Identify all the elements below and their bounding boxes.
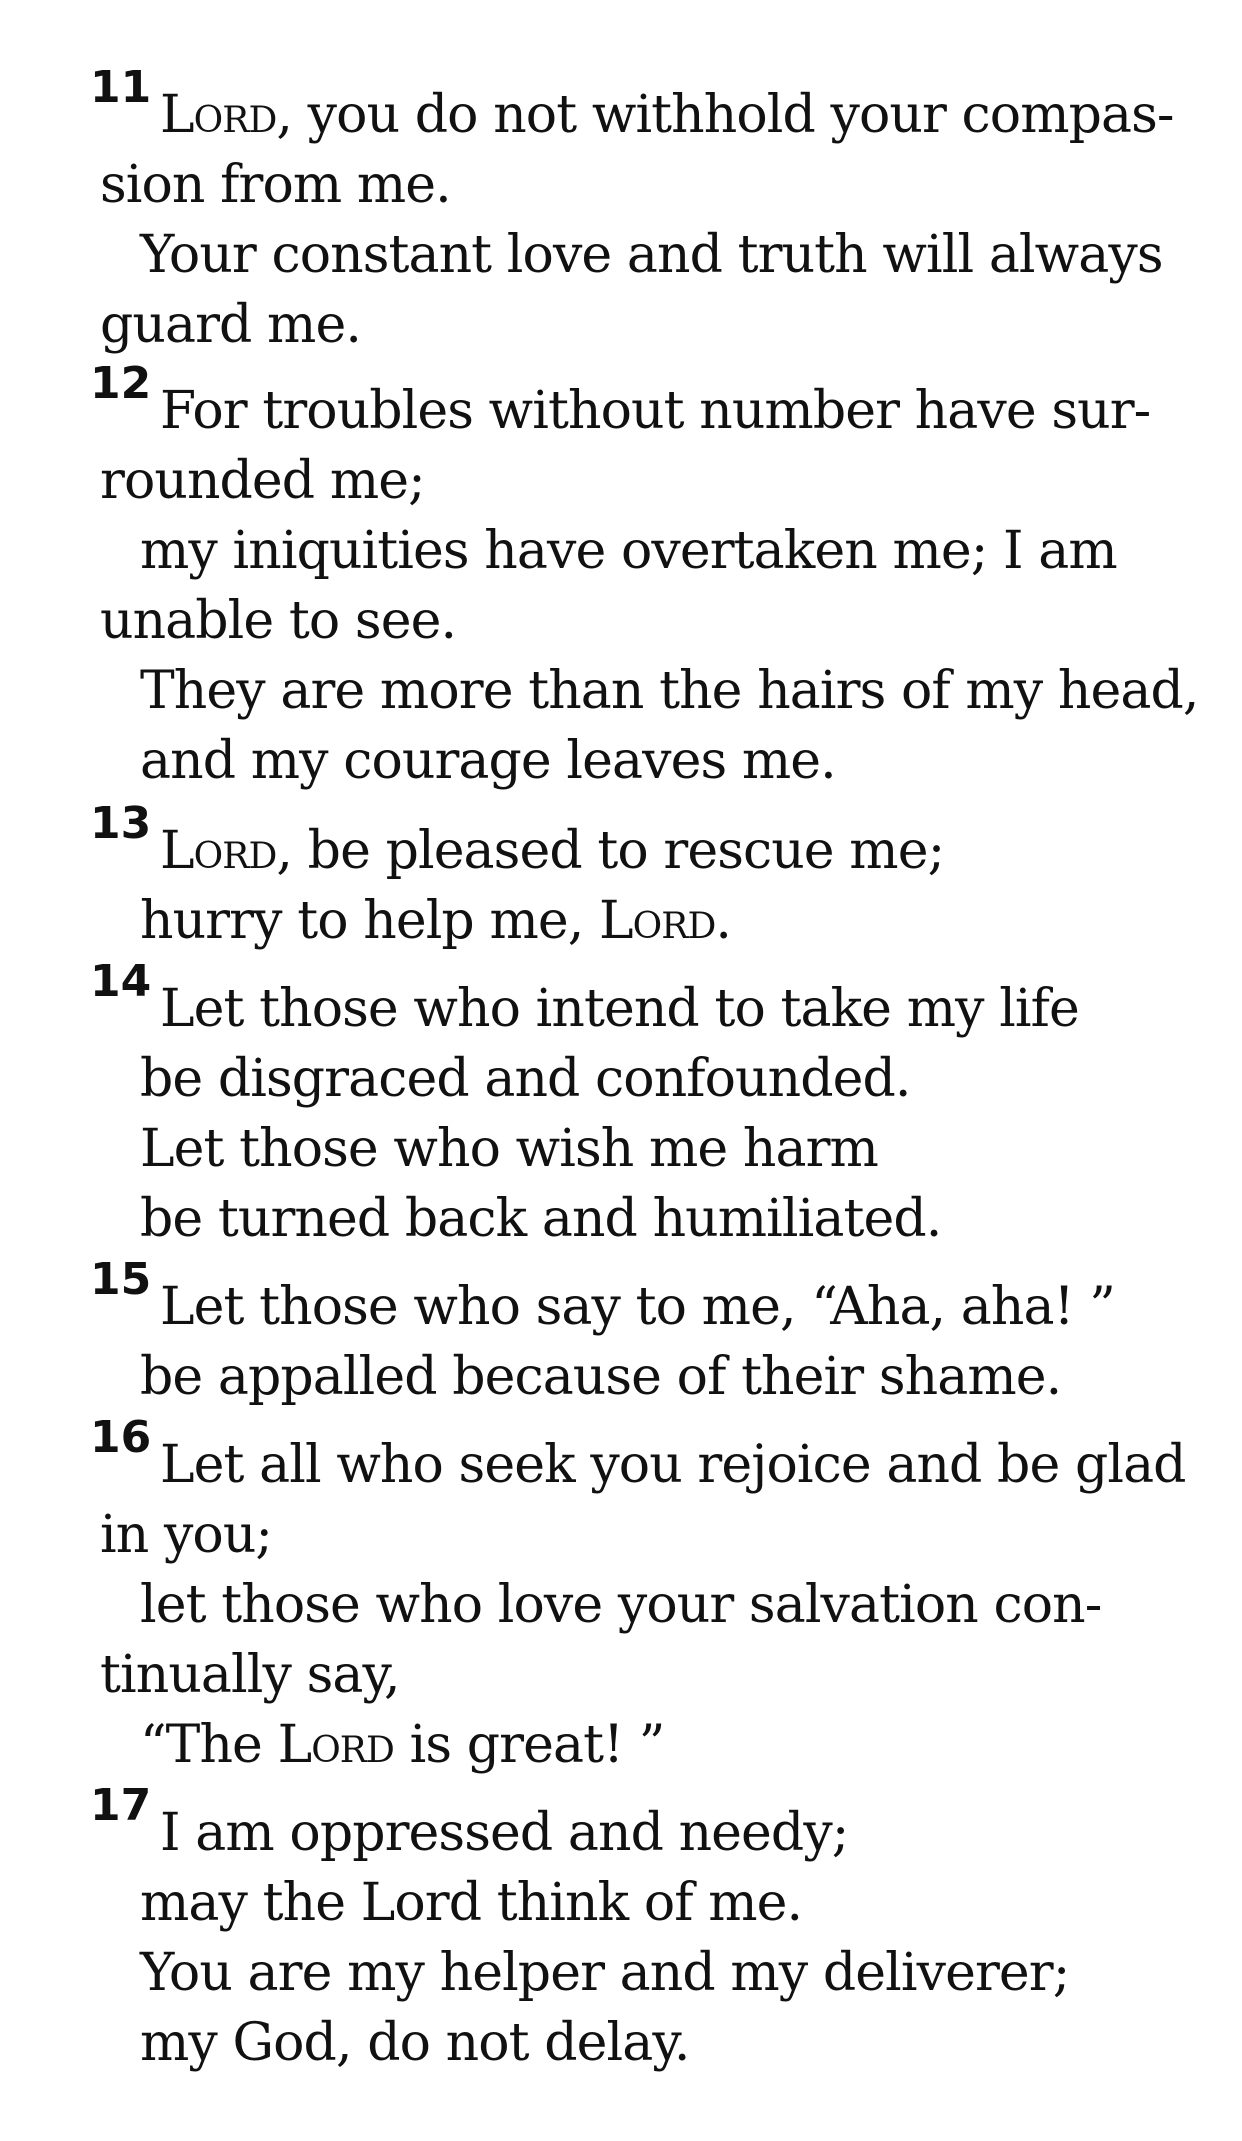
verse-line: be disgraced and confounded. (140, 1049, 911, 1109)
lord-small-caps: Lord (277, 1715, 394, 1775)
verse-line: For troubles without number have sur- (160, 381, 1151, 441)
verse-line: Lord, you do not withhold your compas- (160, 85, 1174, 145)
verse-line: my iniquities have overtaken me; I am (140, 521, 1117, 581)
lord-small-caps: Lord (599, 891, 716, 951)
verse-line: I am oppressed and needy; (160, 1803, 849, 1863)
verse-number: 13 (90, 798, 152, 849)
verse-line: Let all who seek you rejoice and be glad (160, 1435, 1186, 1495)
verse-number: 12 (90, 358, 152, 409)
verse-line: Your constant love and truth will always (140, 225, 1163, 285)
verse-number: 17 (90, 1780, 152, 1831)
verse-line: Let those who intend to take my life (160, 979, 1079, 1039)
verse-line: unable to see. (100, 591, 457, 651)
verse-line: may the Lord think of me. (140, 1873, 803, 1933)
verse-line: “The Lord is great! ” (140, 1715, 665, 1775)
verse-line: sion from me. (100, 155, 451, 215)
verse-line: in you; (100, 1505, 273, 1565)
lord-small-caps: Lord (160, 85, 277, 145)
verse-number: 15 (90, 1254, 152, 1305)
verse-line: rounded me; (100, 451, 425, 511)
verse-line: my God, do not delay. (140, 2013, 690, 2073)
verse-line: Let those who wish me harm (140, 1119, 878, 1179)
verse-line: hurry to help me, Lord. (140, 891, 732, 951)
verse-number: 16 (90, 1412, 152, 1463)
verse-line: Lord, be pleased to rescue me; (160, 821, 945, 881)
verse-line: be turned back and humiliated. (140, 1189, 942, 1249)
lord-small-caps: Lord (160, 821, 277, 881)
verse-line: and my courage leaves me. (140, 731, 836, 791)
verse-line: They are more than the hairs of my head, (140, 661, 1199, 721)
verse-number: 11 (90, 62, 152, 113)
verse-line: be appalled because of their shame. (140, 1347, 1062, 1407)
verse-line: You are my helper and my deliverer; (140, 1943, 1070, 2003)
verse-number: 14 (90, 956, 152, 1007)
verse-line: let those who love your salvation con- (140, 1575, 1102, 1635)
verse-line: guard me. (100, 295, 361, 355)
verse-line: tinually say, (100, 1645, 400, 1705)
verse-line: Let those who say to me, “Aha, aha! ” (160, 1277, 1115, 1337)
